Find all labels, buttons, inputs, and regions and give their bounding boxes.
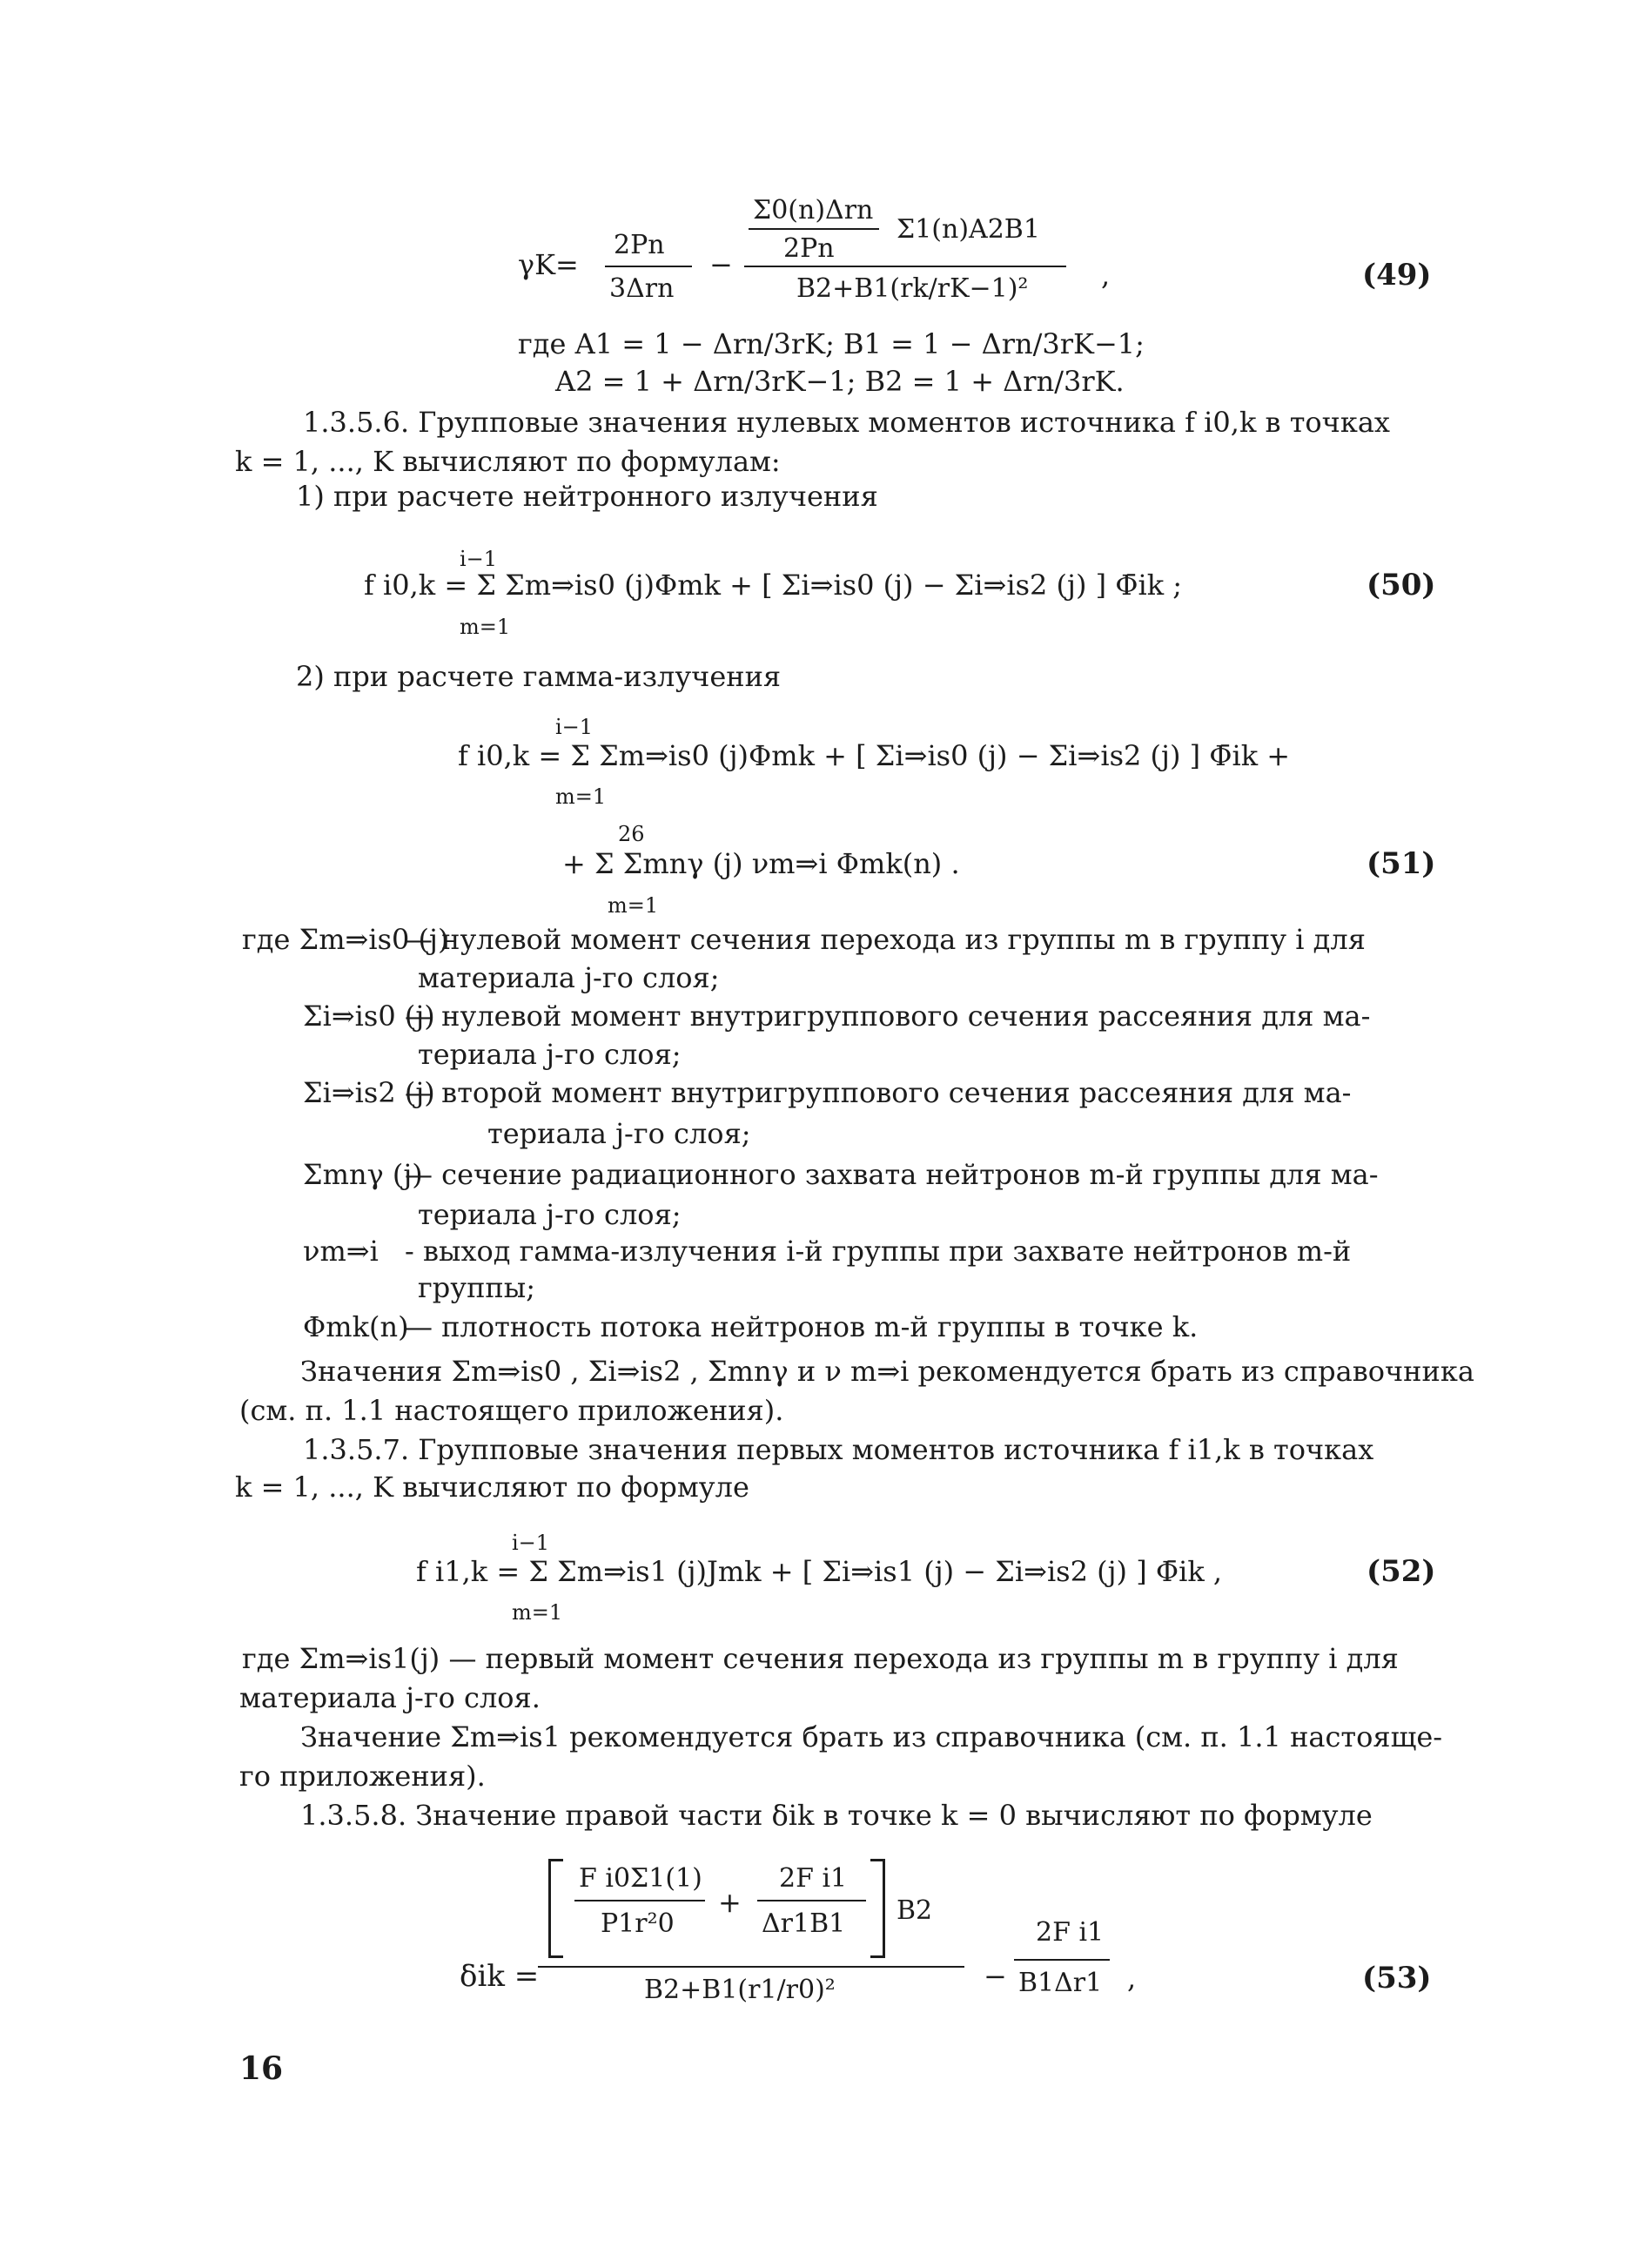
s1357-line-2: k = 1, ..., K вычисляют по формуле	[235, 1471, 749, 1504]
eq53-a-den: P1r²0	[601, 1908, 675, 1939]
def-desc-3: — второй момент внутригруппового сечения рассеяния для ма-	[405, 1076, 1352, 1109]
def-desc-5: - выход гамма-излучения i-й группы при захвате нейтронов m-й	[405, 1235, 1352, 1268]
eq53-frac-b	[757, 1900, 866, 1901]
eq49-comma: ,	[1101, 259, 1111, 292]
value52-line-1: Значение Σm⇒is1 рекомендуется брать из справочника (см. п. 1.1 настояще-	[300, 1720, 1443, 1753]
def-sym-3: Σi⇒is2 (j)	[303, 1076, 435, 1109]
def-sym-4: Σmnγ (j)	[303, 1158, 423, 1191]
s1357-line-1: 1.3.5.7. Групповые значения первых моментов источника f i1,k в точках	[303, 1433, 1374, 1466]
eq53-comma: ,	[1127, 1962, 1137, 1995]
eq49-t1-den: 3Δrn	[609, 273, 675, 304]
def-cont-4: териала j-го слоя;	[418, 1198, 682, 1231]
s1356-line-1: 1.3.5.6. Групповые значения нулевых моментов источника f i0,k в точках	[303, 406, 1390, 439]
eq49-frac-line-inner	[749, 228, 879, 230]
eq53-lhs: δik =	[460, 1959, 540, 1994]
values-line-2: (см. п. 1.1 настоящего приложения).	[239, 1394, 784, 1427]
def-cont-3: териала j-го слоя;	[487, 1117, 751, 1150]
eq52-sum-top: i−1	[512, 1531, 550, 1555]
eq49-where-1: где A1 = 1 − Δrn/3rK; B1 = 1 − Δrn/3rK−1;	[518, 327, 1145, 360]
eq53-frac-a	[574, 1900, 705, 1901]
eq49-where-2: A2 = 1 + Δrn/3rK−1; B2 = 1 + Δrn/3rK.	[555, 365, 1125, 398]
eq49-inner-den: 2Pn	[783, 233, 835, 264]
eq51-sum2-bot: m=1	[608, 893, 659, 918]
eq51-number: (51)	[1367, 846, 1436, 881]
def-desc-2: — нулевой момент внутригруппового сечения рассеяния для ма-	[405, 999, 1371, 1033]
eq49-minus: −	[709, 248, 733, 281]
eq53-den: B2+B1(r1/r0)²	[644, 1975, 836, 2005]
def-sym-2: Σi⇒is0 (j)	[303, 999, 435, 1033]
eq53-b2: B2	[897, 1895, 933, 1926]
eq49-inner-num: Σ0(n)Δrn	[753, 195, 874, 225]
eq53-main-frac-line	[538, 1966, 964, 1968]
eq53-a-num: F i0Σ1(1)	[579, 1863, 702, 1894]
eq53-b-num: 2F i1	[779, 1863, 848, 1894]
def-sym-6: Φmk(n)	[303, 1310, 409, 1343]
eq49-t1-num: 2Pn	[614, 230, 665, 260]
def-desc-4: — сечение радиационного захвата нейтронов m-й группы для ма-	[405, 1158, 1379, 1191]
s1356-line-2: k = 1, ..., K вычисляют по формулам:	[235, 445, 781, 478]
value52-line-2: го приложения).	[239, 1760, 486, 1793]
def-sym-1: где Σm⇒is0 (j)	[242, 923, 449, 956]
eq51-sum2-top: 26	[618, 822, 645, 846]
def-sym-5: νm⇒i	[303, 1235, 379, 1268]
eq49-lhs: γK=	[518, 248, 579, 281]
eq49-factor: Σ1(n)A2B1	[897, 214, 1040, 245]
eq53-minus: −	[984, 1960, 1007, 1993]
eq52-number: (52)	[1367, 1554, 1436, 1589]
eq49-frac-line-2	[744, 266, 1066, 267]
eq53-plus: +	[718, 1886, 742, 1919]
eq53-frac-c	[1014, 1959, 1110, 1961]
eq50-text: f i0,k = Σ Σm⇒is0 (j)Φmk + [ Σi⇒is0 (j) − Σi⇒is2 (j) ] Φ̄ik ;	[364, 569, 1183, 602]
def52-line-1: где Σm⇒is1(j) — первый момент сечения перехода из группы m в группу i для	[242, 1642, 1399, 1675]
eq51-sum1-bot: m=1	[555, 784, 607, 809]
s1356-item-1: 1) при расчете нейтронного излучения	[296, 480, 878, 513]
eq53-right-bracket	[870, 1859, 885, 1958]
eq51-line-2: + Σ Σmnγ (j) νm⇒i Φmk(n) .	[562, 847, 960, 880]
s1358-line-1: 1.3.5.8. Значение правой части δik в точке k = 0 вычисляют по формуле	[300, 1799, 1373, 1832]
item-2: 2) при расчете гамма-излучения	[296, 660, 782, 693]
def-cont-2: териала j-го слоя;	[418, 1038, 682, 1071]
def-cont-1: материала j-го слоя;	[418, 961, 720, 994]
page-number: 16	[239, 2050, 284, 2087]
def-desc-1: — нулевой момент сечения перехода из группы m в группу i для	[405, 923, 1366, 956]
def52-line-2: материала j-го слоя.	[239, 1681, 541, 1714]
eq49-frac-line-1	[605, 266, 692, 267]
def-desc-6: — плотность потока нейтронов m-й группы в точке k.	[405, 1310, 1199, 1343]
eq51-line-1: f i0,k = Σ Σm⇒is0 (j)Φmk + [ Σi⇒is0 (j) − Σi⇒is2 (j) ] Φ̄ik +	[458, 739, 1291, 772]
eq52-text: f i1,k = Σ Σm⇒is1 (j)Jmk + [ Σi⇒is1 (j) − Σi⇒is2 (j) ] Φ̄ik ,	[416, 1555, 1223, 1588]
eq53-c-den: B1Δr1	[1018, 1968, 1103, 1998]
eq53-left-bracket	[548, 1859, 563, 1958]
eq49-number: (49)	[1362, 258, 1432, 293]
def-cont-5: группы;	[418, 1271, 535, 1304]
values-line-1: Значения Σm⇒is0 , Σi⇒is2 , Σmnγ и ν m⇒i рекомендуется брать из справочника	[300, 1355, 1474, 1388]
eq50-sum-top: i−1	[460, 547, 498, 571]
eq50-number: (50)	[1367, 568, 1436, 602]
eq53-b-den: Δr1B1	[762, 1908, 846, 1939]
eq53-number: (53)	[1362, 1961, 1432, 1996]
eq52-sum-bot: m=1	[512, 1600, 563, 1625]
eq51-sum1-top: i−1	[555, 715, 594, 739]
eq53-c-num: 2F i1	[1036, 1917, 1105, 1948]
eq49-den: B2+B1(rk/rK−1)²	[796, 273, 1029, 304]
eq50-sum-bot: m=1	[460, 615, 511, 639]
